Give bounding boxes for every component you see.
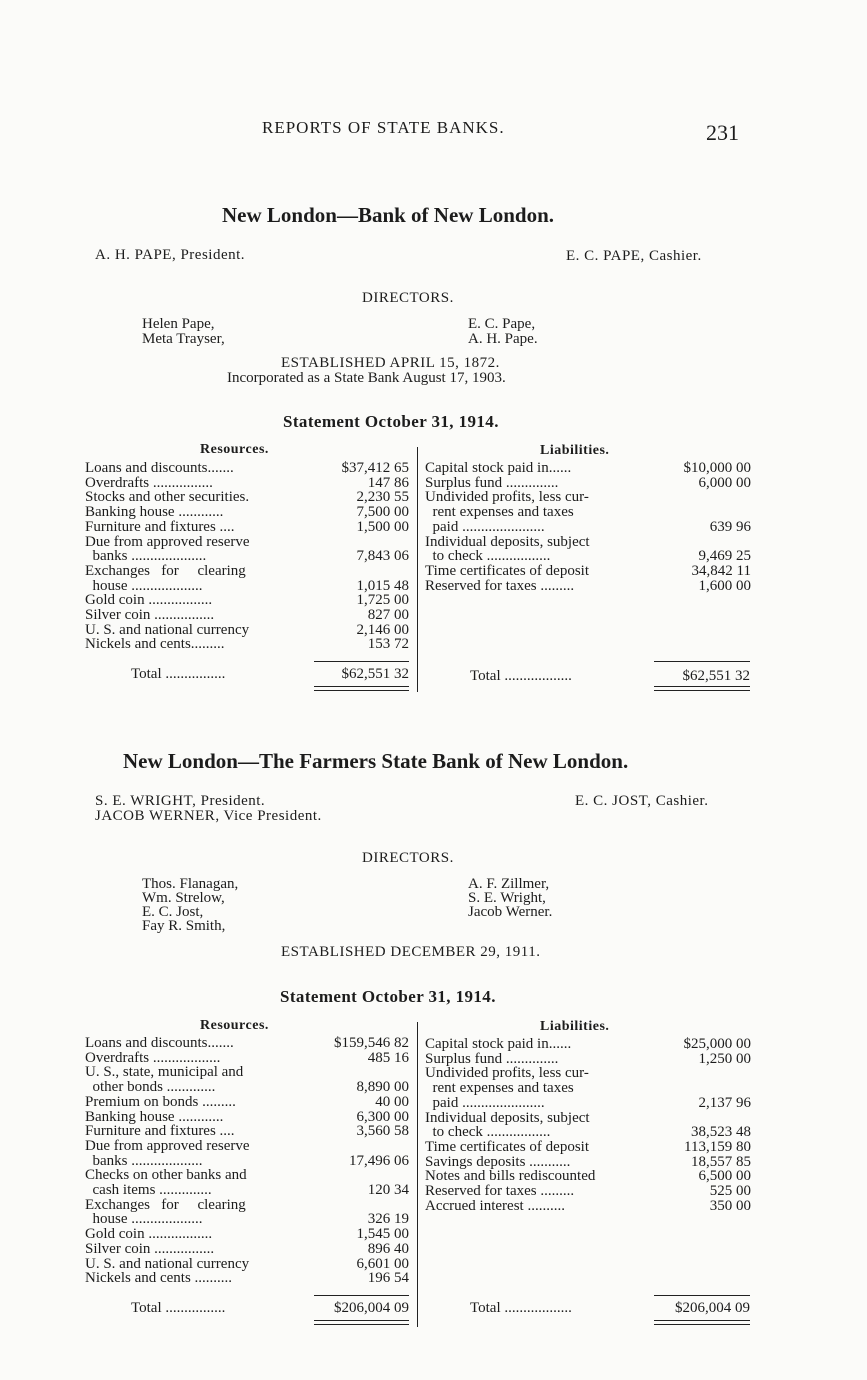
row-label: Banking house ............ bbox=[85, 1108, 224, 1125]
director: Meta Trayser, bbox=[142, 331, 225, 347]
row-amount: 120 34 bbox=[367, 1182, 409, 1198]
table-row bbox=[425, 1140, 751, 1155]
row-label: Savings deposits ........... bbox=[425, 1153, 571, 1170]
table-row bbox=[85, 1227, 409, 1242]
row-amount: 3,560 58 bbox=[356, 1123, 409, 1140]
row-label: Due from approved reserve bbox=[85, 1137, 250, 1154]
row-label: house ................... bbox=[85, 1211, 203, 1228]
row-label: Nickels and cents .......... bbox=[85, 1270, 233, 1287]
row-label: Stocks and other securities. bbox=[85, 489, 250, 506]
row-amount: 350 00 bbox=[709, 1197, 751, 1214]
row-label: banks ................... bbox=[85, 1152, 203, 1169]
row-label: Checks on other banks and bbox=[85, 1167, 247, 1184]
row-label: Banking house ............ bbox=[85, 504, 224, 521]
director: E. C. Jost, bbox=[142, 904, 204, 920]
row-amount: 1,600 00 bbox=[698, 577, 751, 594]
director: Jacob Werner. bbox=[468, 904, 553, 920]
row-amount: 8,890 00 bbox=[356, 1079, 409, 1096]
bank-title: New London—Bank of New London. bbox=[222, 203, 555, 227]
statement-title: Statement October 31, 1914. bbox=[280, 987, 496, 1006]
row-amount: 525 00 bbox=[709, 1183, 751, 1199]
rule bbox=[654, 1295, 750, 1296]
row-label: Furniture and fixtures .... bbox=[85, 1123, 235, 1140]
table-row bbox=[425, 1125, 751, 1140]
table-row bbox=[425, 564, 751, 579]
table-row bbox=[85, 505, 409, 520]
row-label: Capital stock paid in...... bbox=[425, 1036, 572, 1052]
table-row bbox=[85, 1242, 409, 1257]
row-amount: 9,469 25 bbox=[698, 548, 751, 565]
row-amount: 147 86 bbox=[367, 474, 409, 491]
row-amount: 34,842 11 bbox=[691, 562, 751, 579]
row-amount: 40 00 bbox=[375, 1093, 409, 1110]
table-row bbox=[425, 1184, 751, 1199]
row-label: Surplus fund .............. bbox=[425, 1050, 559, 1067]
table-row bbox=[425, 1096, 751, 1111]
row-label: to check ................. bbox=[425, 548, 551, 565]
row-amount: 896 40 bbox=[367, 1240, 409, 1257]
row-amount: $10,000 00 bbox=[683, 460, 751, 476]
liabilities-heading: Liabilities. bbox=[540, 1019, 610, 1034]
row-amount: 2,230 55 bbox=[356, 489, 409, 506]
row-label: Surplus fund .............. bbox=[425, 474, 559, 491]
table-row bbox=[425, 1081, 751, 1096]
table-row bbox=[85, 1183, 409, 1198]
row-amount: 6,500 00 bbox=[698, 1168, 751, 1185]
table-row bbox=[425, 461, 751, 476]
table-row bbox=[85, 1036, 409, 1051]
double-rule bbox=[314, 686, 409, 687]
double-rule bbox=[654, 1320, 750, 1321]
row-label: Due from approved reserve bbox=[85, 533, 250, 550]
row-label: Gold coin ................. bbox=[85, 1226, 213, 1243]
table-row bbox=[425, 520, 751, 535]
table-row bbox=[85, 520, 409, 535]
double-rule bbox=[654, 686, 750, 687]
established-date: ESTABLISHED DECEMBER 29, 1911. bbox=[281, 944, 541, 960]
row-label: Individual deposits, subject bbox=[425, 1109, 590, 1126]
directors-heading: DIRECTORS. bbox=[362, 850, 454, 866]
row-amount: 6,300 00 bbox=[356, 1108, 409, 1125]
row-label: Undivided profits, less cur- bbox=[425, 489, 589, 506]
row-amount: 7,500 00 bbox=[356, 504, 409, 521]
table-row bbox=[85, 1080, 409, 1095]
liabilities-total-label: Total .................. bbox=[470, 668, 572, 684]
double-rule bbox=[654, 1324, 750, 1325]
row-label: Furniture and fixtures .... bbox=[85, 518, 235, 535]
row-label: U. S. and national currency bbox=[85, 1255, 250, 1272]
liabilities-total: $62,551 32 bbox=[682, 668, 750, 684]
page-number: 231 bbox=[706, 120, 739, 145]
row-amount: $159,546 82 bbox=[334, 1035, 409, 1051]
row-label: Nickels and cents......... bbox=[85, 636, 225, 653]
row-label: Loans and discounts....... bbox=[85, 1035, 234, 1051]
row-label: Premium on bonds ......... bbox=[85, 1093, 236, 1110]
cashier: E. C. PAPE, Cashier. bbox=[566, 248, 702, 264]
row-label: house ................... bbox=[85, 577, 203, 594]
resources-total: $62,551 32 bbox=[341, 666, 409, 682]
liabilities-total-label: Total .................. bbox=[470, 1300, 572, 1316]
row-amount: 1,250 00 bbox=[698, 1050, 751, 1067]
row-label: U. S. and national currency bbox=[85, 621, 250, 638]
double-rule bbox=[314, 690, 409, 691]
row-amount: 1,500 00 bbox=[356, 518, 409, 535]
rule bbox=[654, 661, 750, 662]
double-rule bbox=[654, 690, 750, 691]
row-label: rent expenses and taxes bbox=[425, 504, 574, 521]
row-label: Undivided profits, less cur- bbox=[425, 1065, 589, 1082]
row-amount: 827 00 bbox=[367, 607, 409, 623]
row-amount: 639 96 bbox=[709, 518, 751, 535]
row-label: Reserved for taxes ......... bbox=[425, 1183, 575, 1199]
row-amount: $37,412 65 bbox=[341, 460, 409, 476]
row-label: U. S., state, municipal and bbox=[85, 1064, 244, 1081]
row-label: Exchanges for clearing bbox=[85, 1196, 246, 1213]
row-label: Exchanges for clearing bbox=[85, 562, 246, 579]
row-amount: 6,601 00 bbox=[356, 1255, 409, 1272]
row-label: paid ...................... bbox=[425, 1094, 545, 1111]
row-label: Capital stock paid in...... bbox=[425, 460, 572, 476]
row-label: Notes and bills rediscounted bbox=[425, 1168, 596, 1185]
row-amount: 485 16 bbox=[367, 1049, 409, 1066]
table-row bbox=[85, 637, 409, 652]
table-row bbox=[425, 1037, 751, 1052]
row-label: Time certificates of deposit bbox=[425, 562, 589, 579]
director: Helen Pape, bbox=[142, 316, 215, 332]
table-row bbox=[85, 1139, 409, 1154]
president: A. H. PAPE, President. bbox=[95, 247, 246, 263]
row-amount: 326 19 bbox=[367, 1211, 409, 1228]
director: E. C. Pape, bbox=[468, 316, 536, 332]
bank-title: New London—The Farmers State Bank of New London. bbox=[123, 749, 629, 773]
resources-total-label: Total ................ bbox=[131, 666, 226, 682]
table-row bbox=[425, 505, 751, 520]
rule bbox=[314, 1295, 409, 1296]
row-label: Time certificates of deposit bbox=[425, 1138, 589, 1155]
director: Wm. Strelow, bbox=[142, 890, 225, 906]
director: S. E. Wright, bbox=[468, 890, 546, 906]
row-amount: 1,015 48 bbox=[356, 577, 409, 594]
table-row bbox=[85, 549, 409, 564]
director: Thos. Flanagan, bbox=[142, 876, 239, 892]
double-rule bbox=[314, 1320, 409, 1321]
row-label: cash items .............. bbox=[85, 1182, 212, 1198]
row-amount: 17,496 06 bbox=[349, 1152, 409, 1169]
row-label: Loans and discounts....... bbox=[85, 460, 234, 476]
row-amount: 1,725 00 bbox=[356, 592, 409, 609]
row-label: Silver coin ................ bbox=[85, 607, 215, 623]
row-label: Gold coin ................. bbox=[85, 592, 213, 609]
row-label: Individual deposits, subject bbox=[425, 533, 590, 550]
row-label: banks .................... bbox=[85, 548, 207, 565]
row-label: Accrued interest .......... bbox=[425, 1197, 565, 1214]
table-row bbox=[85, 1124, 409, 1139]
director: Fay R. Smith, bbox=[142, 918, 226, 934]
row-label: paid ...................... bbox=[425, 518, 545, 535]
table-row bbox=[85, 1095, 409, 1110]
resources-heading: Resources. bbox=[200, 1018, 269, 1033]
column-divider bbox=[417, 1022, 418, 1327]
row-amount: 18,557 85 bbox=[691, 1153, 751, 1170]
row-label: rent expenses and taxes bbox=[425, 1080, 574, 1097]
row-label: to check ................. bbox=[425, 1124, 551, 1141]
row-amount: 196 54 bbox=[367, 1270, 409, 1287]
column-divider bbox=[417, 447, 418, 692]
row-amount: 1,545 00 bbox=[356, 1226, 409, 1243]
row-amount: 2,137 96 bbox=[698, 1094, 751, 1111]
row-label: other bonds ............. bbox=[85, 1079, 216, 1096]
incorporated-date: Incorporated as a State Bank August 17, 1903. bbox=[227, 370, 506, 386]
row-amount: 38,523 48 bbox=[691, 1124, 751, 1141]
vice-president: JACOB WERNER, Vice President. bbox=[95, 808, 322, 824]
resources-total-label: Total ................ bbox=[131, 1300, 226, 1316]
row-label: Silver coin ................ bbox=[85, 1240, 215, 1257]
director: A. H. Pape. bbox=[468, 331, 538, 347]
resources-total: $206,004 09 bbox=[334, 1300, 409, 1316]
cashier: E. C. JOST, Cashier. bbox=[575, 793, 709, 809]
table-row bbox=[85, 608, 409, 623]
row-amount: 153 72 bbox=[367, 636, 409, 653]
row-amount: 6,000 00 bbox=[698, 474, 751, 491]
liabilities-total: $206,004 09 bbox=[675, 1300, 750, 1316]
director: A. F. Zillmer, bbox=[468, 876, 550, 892]
row-amount: 2,146 00 bbox=[356, 621, 409, 638]
directors-heading: DIRECTORS. bbox=[362, 290, 454, 306]
table-row bbox=[425, 579, 751, 594]
running-header: REPORTS OF STATE BANKS. bbox=[262, 118, 505, 137]
table-row bbox=[425, 549, 751, 564]
row-amount: $25,000 00 bbox=[683, 1036, 751, 1052]
established-date: ESTABLISHED APRIL 15, 1872. bbox=[281, 355, 500, 371]
resources-heading: Resources. bbox=[200, 442, 269, 457]
table-row bbox=[85, 564, 409, 579]
row-amount: 113,159 80 bbox=[684, 1138, 751, 1155]
row-label: Overdrafts ................ bbox=[85, 474, 213, 491]
table-row bbox=[85, 461, 409, 476]
statement-title: Statement October 31, 1914. bbox=[283, 412, 499, 431]
rule bbox=[314, 661, 409, 662]
table-row bbox=[85, 1271, 409, 1286]
row-label: Reserved for taxes ......... bbox=[425, 577, 575, 594]
row-amount: 7,843 06 bbox=[356, 548, 409, 565]
double-rule bbox=[314, 1324, 409, 1325]
table-row bbox=[425, 1199, 751, 1214]
president: S. E. WRIGHT, President. bbox=[95, 793, 266, 809]
liabilities-heading: Liabilities. bbox=[540, 443, 610, 458]
row-label: Overdrafts .................. bbox=[85, 1049, 221, 1066]
